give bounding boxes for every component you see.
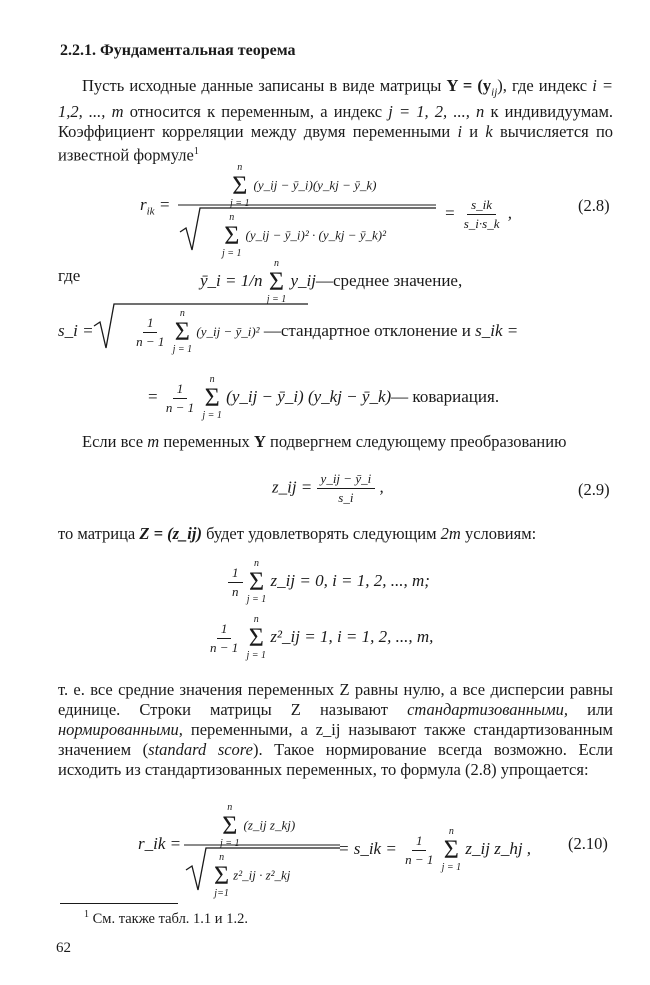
matrix-y: Y = (y [446, 76, 492, 95]
sd-line: s_i = $\frac{1}{n - 1}$ n Σ j = 1 (y_ij − ȳ_i)² —стандартное отклонение и s_ik = [58, 308, 519, 355]
where-label: где [58, 266, 81, 285]
p1-text: Пусть исходные данные записаны в виде матрицы [82, 76, 442, 95]
eq210-rhs: = s_ik = $\frac{1}{n - 1}$ n Σ j = 1 z_ij z_hj , [338, 826, 532, 873]
paragraph-2: Если все m переменных Y подвергнем следующему преобразованию [82, 432, 567, 451]
condition-1: $\frac{1}{n}$ n Σ j = 1 z_ij = 0, i = 1, 2, ..., m; [228, 558, 430, 606]
eq210-lhs: r_ik = [138, 834, 182, 853]
page-number: 62 [56, 940, 71, 956]
eq29: z_ij = $\frac{y\_ij - ȳ\_i}{s\_i}$ , [272, 471, 384, 505]
paragraph-3: то матрица Z = (z_ij) будет удовлетворять следующим 2m условиям: [58, 524, 537, 543]
eq210-numerator: n Σ j = 1 (z_ij z_kj) [220, 802, 296, 849]
eq210-number: (2.10) [568, 834, 608, 853]
cov-line: = $\frac{1}{n - 1}$ n Σ j = 1 (y_ij − ȳ_i) (y_kj − ȳ_k)— ковариация. [148, 374, 500, 421]
section-number: 2.2.1. [60, 42, 96, 59]
section-heading [60, 42, 296, 60]
j-range: j = 1, 2, ..., n [388, 102, 485, 122]
footnote-rule [60, 903, 178, 904]
paragraph-1: Пусть исходные данные записаны в виде матрицы $Y = (y_{ij})$, где индекс i = 1,2, ..., m относится к переменным, а индекс j = 1, 2, ..., n к индивидуумам. Коэффициент корреляции между двумя переменными i и k вычисляется по известной формуле$^1$ [58, 76, 614, 165]
mean-line: ȳ_i = 1/n n Σ j = 1 y_ij—среднее значение, [200, 258, 463, 305]
eq29-number: (2.9) [578, 480, 610, 499]
eq28-denominator: n Σ j = 1 (y_ij − ȳ_i)² · (y_kj − ȳ_k)² [222, 212, 387, 259]
section-title: Фундаментальная теорема [100, 42, 296, 59]
footnote-ref: 1 [193, 146, 199, 158]
paragraph-4: т. е. все средние значения переменных Z равны нулю, а все дисперсии равны единице. Строки матрицы Z называют стандартизованными, или нормированными, переменными, а z_ij называют также стандартизованным значением (standard score). Такое нормирование всегда возможно. Если исходить из стандартизованных переменных, то формула (2.8) упрощается: [58, 680, 614, 779]
condition-2: $\frac{1}{n - 1}$ n Σ j = 1 z²_ij = 1, i = 1, 2, ..., m, [210, 614, 434, 661]
i-range: i = 1,2, ..., m [58, 76, 614, 122]
eq28-numerator: n Σ j = 1 (y_ij − ȳ_i)(y_kj − ȳ_k) [230, 162, 377, 209]
eq28-number: (2.8) [578, 196, 610, 215]
eq28-lhs: $r_{ik}$ = [140, 195, 171, 218]
eq210-denominator: n Σ j=1 z²_ij · z²_kj [214, 852, 291, 899]
footnote: $^1$ См. также табл. 1.1 и 1.2. [84, 909, 248, 927]
sd-sqrt [92, 302, 312, 352]
eq28-rhs: = $\frac{s\_ik}{s\_i\cdot s\_k}$ , [444, 197, 512, 231]
